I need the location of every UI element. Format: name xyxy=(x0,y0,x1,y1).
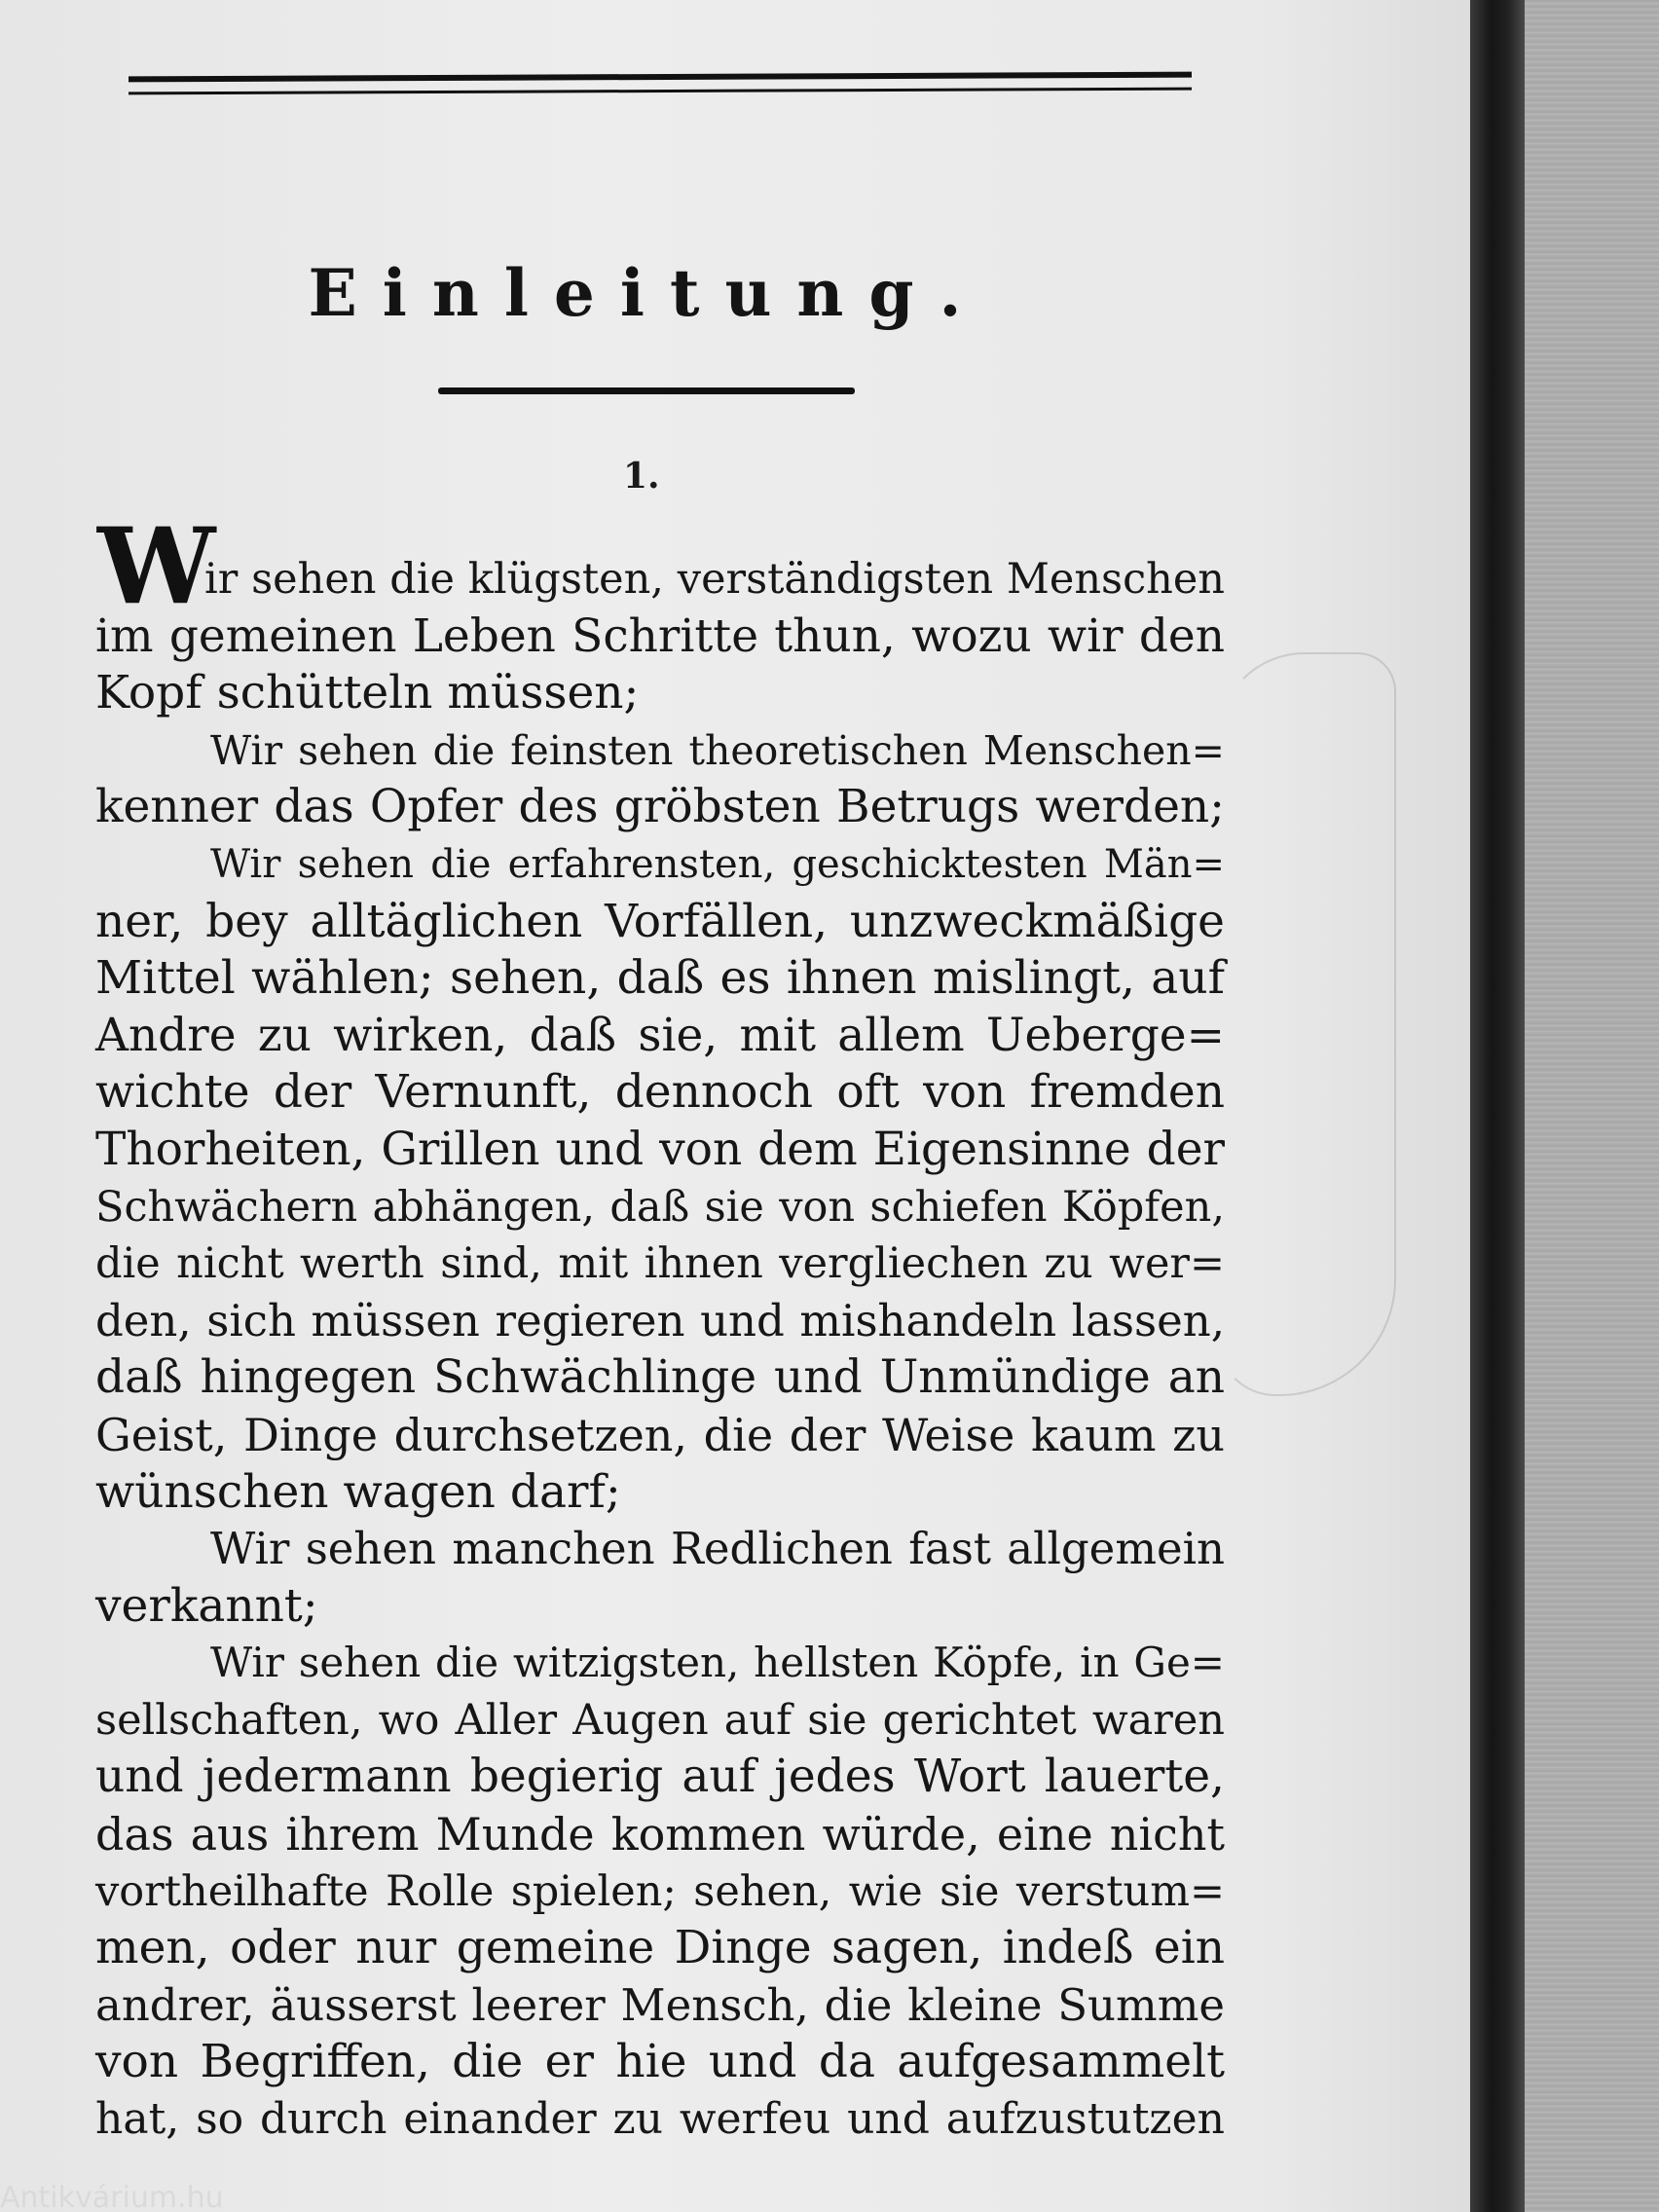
text-line: Wir sehen die erfahrensten, geschicktesten Män= xyxy=(210,841,1225,887)
text-line: wünschen wagen darf; xyxy=(95,1464,621,1519)
text-line: daß hingegen Schwächlinge und Unmündige an xyxy=(95,1350,1225,1405)
text-line: Andre zu wirken, daß sie, mit allem Ueberge= xyxy=(95,1008,1225,1062)
text-line: Mittel wählen; sehen, daß es ihnen mislingt, auf xyxy=(95,951,1225,1006)
chapter-heading: Einleitung. xyxy=(308,255,987,331)
text-line: kenner das Opfer des gröbsten Betrugs werden; xyxy=(95,780,1225,834)
text-line: sellschaften, wo Aller Augen auf sie gerichtet waren xyxy=(95,1695,1225,1745)
text-line: men, oder nur gemeine Dinge sagen, indeß ein xyxy=(95,1921,1225,1975)
watermark: Antikvárium.hu xyxy=(0,2181,224,2212)
text-line: im gemeinen Leben Schritte thun, wozu wir den xyxy=(95,608,1225,663)
book-binding-edge xyxy=(1470,0,1525,2212)
text-line: die nicht werth sind, mit ihnen vergliechen zu wer= xyxy=(95,1239,1225,1289)
text-line: ner, bey alltäglichen Vorfällen, unzweckmäßige xyxy=(95,894,1225,948)
text-line: von Begriffen, die er hie und da aufgesammelt xyxy=(95,2035,1225,2089)
section-number: 1. xyxy=(623,456,660,497)
text-line: Geist, Dinge durchsetzen, die der Weise kaum zu xyxy=(95,1408,1225,1461)
heading-underline-rule xyxy=(438,387,855,394)
text-line: ir sehen die klügsten, verständigsten Menschen xyxy=(204,555,1225,604)
body-text xyxy=(95,551,1225,2149)
text-line: und jedermann begierig auf jedes Wort lauerte, xyxy=(95,1750,1225,1804)
text-line: Wir sehen manchen Redlichen fast allgemein xyxy=(210,1523,1225,1575)
text-line: vortheilhafte Rolle spielen; sehen, wie sie verstum= xyxy=(95,1866,1225,1916)
text-line: andrer, äusserst leerer Mensch, die kleine Summe xyxy=(95,1978,1225,2031)
text-line: Wir sehen die feinsten theoretischen Menschen= xyxy=(210,726,1225,774)
text-line: Wir sehen die witzigsten, hellsten Köpfe, in Ge= xyxy=(210,1639,1225,1687)
text-line: wichte der Vernunft, dennoch oft von fremden xyxy=(95,1065,1225,1120)
text-line: hat, so durch einander zu werfeu und aufzustutzen xyxy=(95,2094,1225,2145)
text-line: das aus ihrem Munde kommen würde, eine nicht xyxy=(95,1808,1225,1862)
text-line: den, sich müssen regieren und mishandeln lassen, xyxy=(95,1294,1225,1346)
text-line: verkannt; xyxy=(95,1578,318,1633)
pencil-mark xyxy=(1217,652,1396,1396)
text-line: Thorheiten, Grillen und von dem Eigensinne der xyxy=(95,1122,1225,1176)
drop-cap-letter: W xyxy=(97,505,216,628)
cover-board xyxy=(1525,0,1659,2212)
text-line: Kopf schütteln müssen; xyxy=(95,666,640,720)
text-line: Schwächern abhängen, daß sie von schiefen Köpfen, xyxy=(95,1182,1225,1232)
